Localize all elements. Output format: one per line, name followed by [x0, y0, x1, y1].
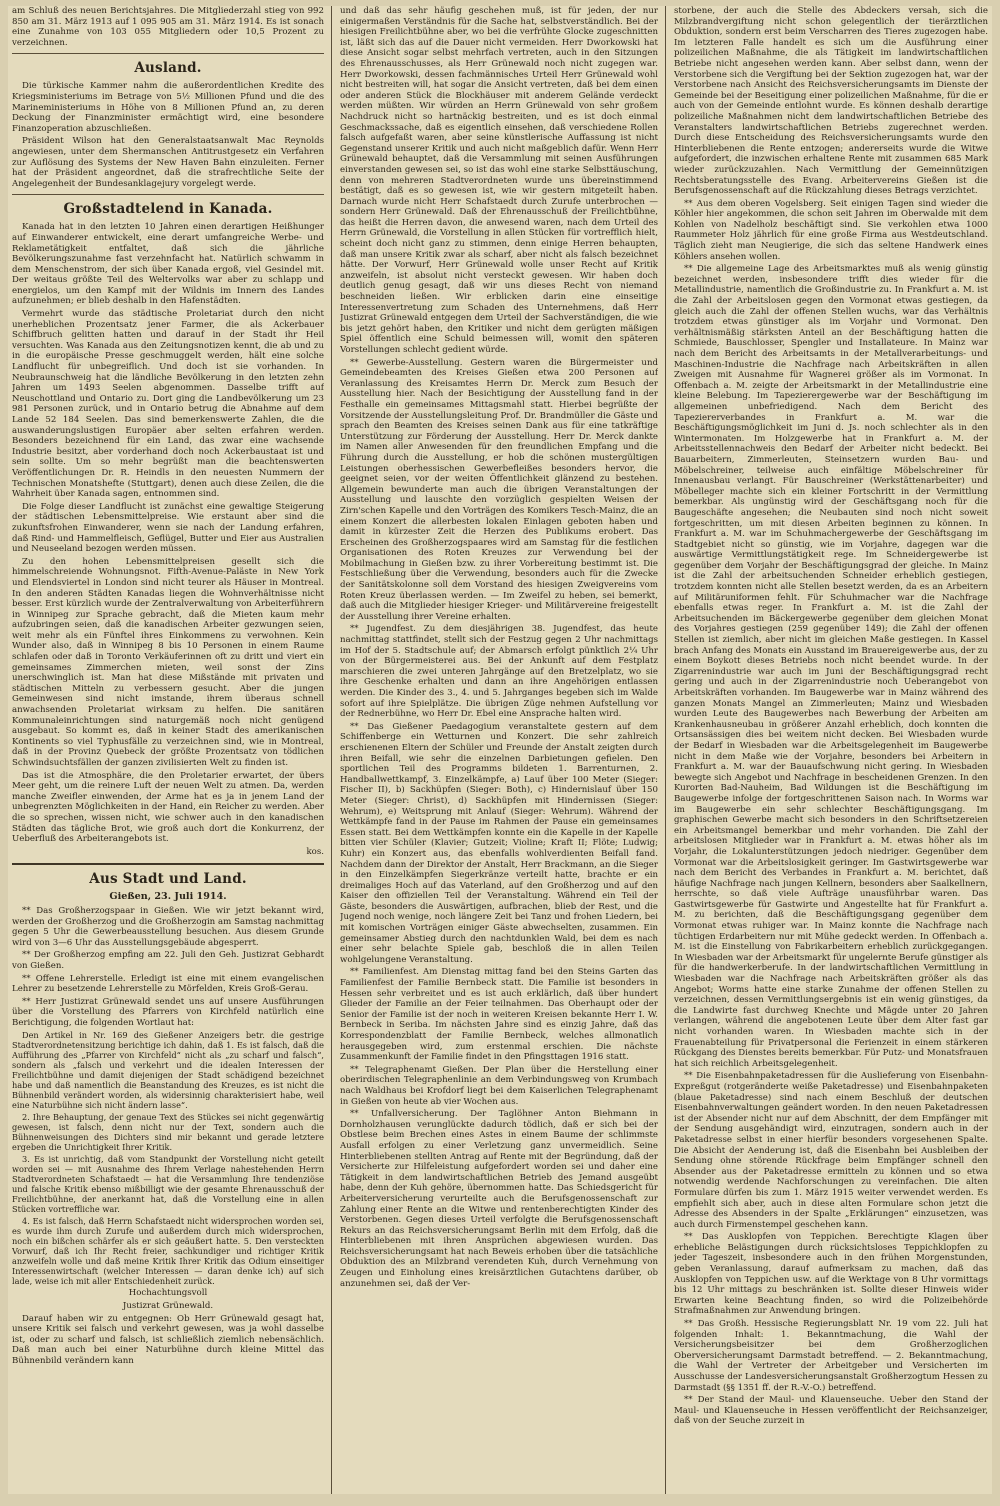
article-paragraph: ** Der Stand der Maul- und Klauenseuche. Ueber den Stand der Maul- und Klauenseuche in Hessen veröffentlicht der Reichsanzeiger, daß von der Seuche zurzeit in [674, 1395, 988, 1427]
column-divider [331, 6, 332, 1494]
rule-line [12, 194, 324, 195]
article-paragraph: ** Das Ausklopfen von Teppichen. Berechtigte Klagen über erhebliche Belästigungen durch rücksichtsloses Teppichklopfen zu jeder Tageszeit, insbesondere auch in den frühen Morgenstunden, geben Veranlassung, darauf aufmerksam zu machen, daß das Ausklopfen von Teppichen usw. auf die Werktage von 8 Uhr vormittags bis 12 Uhr mittags zu beschränken ist. Sollte dieser Hinweis wider Erwarten keine Beachtung finden, so wird die Polizeibehörde Strafmaßnahmen zur Anwendung bringen. [674, 1232, 988, 1317]
article-paragraph: 3. Es ist unrichtig, daß vom Standpunkt der Vorstellung nicht geteilt worden sei — mit Ausnahme des Ihrem Verlage nahestehenden Herrn Stadtverordneten Schafstaedt — hat die Versammlung Ihre tendenziöse und falsche Kritik ebenso mißbilligt wie der gesamte Ehrenausschuß der Freilichtbühne, der anerkannt hat, daß die Vorstellung eine in allen Stücken vortreffliche war. [12, 1154, 324, 1215]
article-paragraph: ** Aus dem oberen Vogelsberg. Seit einigen Tagen sind wieder die Köhler hier angekommen, die schon seit Jahren im Oberwalde mit dem Kohlen von Nadelholz beschäftigt sind. Sie verkohlen etwa 1000 Raummeter Holz jährlich für eine große Firma aus Westdeutschland. Täglich zieht man Neugierige, die sich das seltene Handwerk eines Köhlers ansehen wollen. [674, 198, 988, 262]
article-paragraph: Vermehrt wurde das städtische Proletariat durch den nicht unerheblichen Prozentsatz jener Farmer, die als Ackerbauer Schiffbruch gelitten hatten und darauf in der Stadt ihr Heil versuchten. Was Kanada aus den Zeitungsnotizen kennt, die ab und zu in die europäische Presse geschmuggelt werden, hält eine solche Landflucht für unbegreiflich. Und doch ist sie vorhanden. In Neubraunschweig hat die ländliche Bevölkerung in den letzten zehn Jahren um 1493 Seelen abgenommen. Dasselbe trifft auf Neuschottland und Ontario zu. Dort ging die Landbevölkerung um 23 981 Personen zurück, und in Ontario betrug die Abnahme auf dem Lande 52 184 Seelen. Das sind bemerkenswerte Zahlen, die die auswanderungslustigen Europäer aber selten erfahren werden. Besonders bezeichnend für ein Land, das zwar eine wachsende Industrie besitzt, aber vorderhand doch noch Ackerbaustaat ist und sein sollte. Um so mehr begrüßt man die beachtenswerten Veröffentlichungen Dr. R. Heindls in den neuesten Nummern der Technischen Monatshefte (Stuttgart), denen auch diese Zeilen, die die Wahrheit über Kanada sagen, entnommen sind. [12, 309, 324, 500]
article-paragraph: Hochachtungsvoll [128, 1288, 208, 1299]
article-paragraph: ** Das Großh. Hessische Regierungsblatt Nr. 19 vom 22. Juli hat folgenden Inhalt: 1. Bekanntmachung, die Wahl der Versicherungsbeisitzer bei dem Großherzoglichen Oberversicherungsamt Darmstadt betreffend. — 2. Bekanntmachung, die Wahl der Vertreter der Arbeitgeber und Versicherten im Ausschusse der Landesversicherungsanstalt Großherzogtum Hessen zu Darmstadt (§§ 1351 ff. der R.-V.-O.) betreffend. [674, 1319, 988, 1393]
article-paragraph: Den Artikel in Nr. 169 des Gießener Anzeigers betr. die gestrige Stadtverordnetensitzung berichtige ich dahin, daß 1. Es ist falsch, daß die Aufführung des „Pfarrer von Kirchfeld“ nicht als „zu scharf und falsch“, sondern als „falsch und verkehrt und die idealen Interessen der Freilichtbühne und damit diejenigen der Stadt schädigend bezeichnet habe und daß namentlich die Beanstandung des Kreuzes, es ist nicht die Bühnenbild verändert worden, als widersinnig charakterisiert habe, weil eine Naturbühne sich nicht ändern lasse“. [12, 1030, 324, 1111]
article-paragraph: Die türkische Kammer nahm die außerordentlichen Kredite des Kriegsministeriums im Betrage von 5½ Millionen Pfund und die des Marineministeriums in Höhe von 8 Millionen Pfund an, zu deren Deckung der Finanzminister ermächtigt wird, eine besondere Finanzoperation abzuschließen. [12, 81, 324, 134]
column-divider [665, 6, 666, 1494]
rule-line [12, 53, 324, 54]
article-paragraph: ** Jugendfest. Zu dem diesjährigen 38. Jugendfest, das heute nachmittag stattfindet, stellt sich der Festzug gegen 2 Uhr nachmittags im Hof der 5. Stadtschule auf; der Abmarsch erfolgt pünktlich 2¼ Uhr von der Bürgermeisterei aus. Bei der Ankunft auf dem Festplatz marschieren die zwei unteren Jahrgänge auf den Bretzelplatz, wo sie ihre Geschenke erhalten und dann an ihre Angehörigen entlassen werden. Die Kinder des 3., 4. und 5. Jahrganges begeben sich im Walde sofort auf ihre Spielplätze. Die übrigen Züge nehmen Aufstellung vor der Rednerbühne, wo Herr Dr. Ebel eine Ansprache halten wird. [340, 624, 658, 720]
article-paragraph: ** Unfallversicherung. Der Taglöhner Anton Biehmann in Dornholzhausen verunglückte dadurch tödlich, daß er sich bei der Obstlese beim Brechen eines Astes in einem Baume der schlimmste Ausfall erfolgen zu einer Verletzung ganz unvermeidlich. Seine Hinterbliebenen stellten Antrag auf Rente mit der Begründung, daß der Versicherte zur Hilfeleistung aufgefordert worden sei und daher eine Tätigkeit in dem landwirtschaftlichen Betrieb des Jemand ausgeübt habe, denn der Kuh gehöre, übernommen hatte. Das Schiedsgericht für Arbeiterversicherung verurteilte auch die Berufsgenossenschaft zur Zahlung einer Rente an die Witwe und rentenberechtigten Kinder des Verstorbenen. Gegen dieses Urteil verfolgte die Berufsgenossenschaft Rekurs an das Reichsversicherungsamt Berlin mit dem Erfolg, daß die Hinterbliebenen mit ihren Ansprüchen abgewiesen wurden. Das Reichsversicherungsamt hat nach Beweis erhoben über die tatsächliche Obduktion des an Milzbrand verendeten Kuh, durch Vernehmung von Zeugen und Einholung eines kreisärztlichen Gutachtens darüber, ob anzunehmen sei, daß der Ver- [340, 1109, 658, 1289]
article-paragraph: ** Die Eisenbahnpaketadressen für die Auslieferung von Eisenbahn-Expreßgut (rotgeränderte weiße Paketadresse) und Eisenbahnpaketen (blaue Paketadresse) sind nach einem Beschluß der deutschen Eisenbahnverwaltungen geändert worden. In den neuen Paketadressen ist der Absender nicht nur auf dem Abschnitt, der dem Empfänger mit der Sendung ausgehändigt wird, einzutragen, sondern auch in der Paketadresse selbst in einer hierfür besonders vorgesehenen Spalte. Die Absicht der Aenderung ist, daß die Eisenbahn bei Ausbleiben der Sendung ohne störende Rückfrage beim Empfänger schnell den Absender aus der Paketadresse ermitteln zu können und so etwa notwendig werdende Nachforschungen zu vereinfachen. Die alten Formulare dürfen bis zum 1. März 1915 weiter verwendet werden. Es empfiehlt sich aber, auch in diese alten Formulare schon jetzt die Adresse des Absenders in der Spalte „Erklärungen“ einzusetzen, was auch durch Firmenstempel geschehen kann. [674, 1071, 988, 1230]
article-paragraph: ** Offene Lehrerstelle. Erledigt ist eine mit einem evangelischen Lehrer zu besetzende Lehrerstelle zu Mörfelden, Kreis Groß-Gerau. [12, 973, 324, 995]
article-paragraph: Präsident Wilson hat den Generalstaatsanwalt Mac Reynolds angewiesen, unter dem Shermanschen Antitrustgesetz ein Verfahren zur Auflösung des Systems der New Haven Bahn einzuleiten. Ferner hat der Präsident angeordnet, daß die strafrechtliche Seite der Angelegenheit der Bundesanklagejury vorgelegt werde. [12, 136, 324, 189]
article-paragraph: ** Telegraphenamt Gießen. Der Plan über die Herstellung einer oberirdischen Telegraphenlinie an dem Verbindungsweg von Krumbach nach Waldhaus bei Krofdorf liegt bei dem Kaiserlichen Telegraphenamt in Gießen von heute ab vier Wochen aus. [340, 1064, 658, 1107]
article-paragraph: ** Das Großherzogspaar in Gießen. Wie wir jetzt bekannt wird, werden der Großherzog und die Großherzogin am Samstag nachmittag gegen 5 Uhr die Gewerbeausstellung besuchen. Aus diesem Grunde wird von 3—6 Uhr das Ausstellungsgebäude abgesperrt. [12, 905, 324, 948]
article-paragraph: ** Die allgemeine Lage des Arbeitsmarktes muß als wenig günstig bezeichnet werden, insbesondere trifft dies wieder für die Metallindustrie, namentlich die Großindustrie zu. In Frankfurt a. M. ist die Zahl der Arbeitslosen gegen den Vormonat etwas gestiegen, da gleich auch die Zahl der offenen Stellen wuchs, war das Verhältnis trotzdem etwas günstiger als im Vorjahr und Vormonat. Den verhältnismäßig stärksten Anteil an der Beschäftigung hatten die Schmiede, Bauschlosser, Spengler und Installateure. In Mainz war nach dem Bericht des Arbeitsamts in der Metallverarbeitungs- und Maschinen-Industrie die Nachfrage nach Arbeitskräften in allen Zweigen mit Ausnahme für Wagnerei größer als im Vormonat. In Offenbach a. M. zeigte der Arbeitsmarkt in der Metallindustrie eine kleine Belebung. Im Tapezierergewerbe war der Beschäftigung im allgemeinen unbefriedigend. Nach dem Bericht des Tapeziererverbandes in Frankfurt a. M. war die Beschäftigungsmöglichkeit im Juni d. Js. noch schlechter als in den Wintermonaten. Im Holzgewerbe hat in Frankfurt a. M. der Arbeitsstellennachweis den Bedarf der Arbeiter nicht bedeckt. Bei Bauarbeitern, Zimmerleuten, Steinsetzern wurden Bau- und Möbelschreiner, teilweise auch einfältige Möbelschreiner für Innenausbau verlangt. Für Bauschreiner (Werkstättenarbeiter) und Möbelleger machte sich ein kleiner Fortschritt in der Vermittlung bemerkbar. Als ungünstig wird der Geschäftsgang noch für die Baugeschäfte angesehen; die Neubauten sind noch nicht soweit fortgeschritten, um mit diesen Arbeiten beginnen zu können. In Frankfurt a. M. war im Schuhmachergewerbe der Geschäftsgang im Stadtgebiet nicht so günstig, wie im Vorjahre, dagegen war die auswärtige Vermittlungstätigkeit rege. Im Schneidergewerbe ist gegenüber dem Vorjahr der Beschäftigungsgrad der gleiche. In Mainz ist die Zahl der arbeitsuchenden Schneider erheblich gestiegen, trotzdem konnten nicht alle Stellen besetzt werden, da es an Arbeitern auf Militäruniformen fehlt. Für Schuhmacher war die Nachfrage ebenfalls etwas reger. In Frankfurt a. M. ist die Zahl der Arbeitsuchenden im Bäckergewerbe gegenüber dem gleichen Monat des Vorjahres gestiegen (259 gegenüber 149); die Zahl der offenen Stellen ist ziemlich, aber nicht im gleichen Maße gestiegen. In Kassel brach Anfang des Monats ein Ausstand im Brauereigewerbe aus, der zu einem Boykott dieses Betriebs noch nicht beendet wurde. In der Zigarrenindustrie war auch im Juni der Beschäftigungsgrad recht gering und auch in der Zigarrenindustrie noch Ueberangebot von Arbeitskräften vorhanden. Im Baugewerbe war in Mainz während des ganzen Monats Mangel an Zimmerleuten; Mainz und Wiesbaden wurden Leute des Baugewerbes nach Bewerbung der Arbeiten am Krankenhausneubau in größerer Anzahl erheblich, doch konnten die Ortsansässigen dies bei weitem nicht decken. Bei Wiesbaden wurde der Bedarf in Wiesbaden war die Arbeitsgelegenheit im Baugewerbe nicht in dem Maße wie der Vorjahre, besonders bei Arbeitern in Frankfurt a. M. war der Bauaufschwung nicht gering. In Wiesbaden bewegte sich Angebot und Nachfrage in bescheidenen Grenzen. In den Kurorten Bad-Nauheim, Bad Wildungen ist die Beschäftigung im Baugewerbe infolge der fortgeschrittenen Saison nach. In Worms war im Baugewerbe ein sehr schlechter Beschäftigungsgang. Im graphischen Gewerbe macht sich besonders in den Schriftsetzereien ein Arbeitsmangel bemerkbar und mehr vorhanden. Die Zahl der arbeitslosen Mitglieder war in Frankfurt a. M. etwas höher als im Vorjahr, die Lokalunterstützungen jedoch niedriger. Gegenüber dem Vormonat war die Arbeitslosigkeit geringer. Im Gastwirtsgewerbe war nach dem Bericht des Verbandes in Frankfurt a. M. berichtet, daß häufige Nachfrage nach jungen Kellnern, besonders aber Saalkellnern, herrschte, so daß viele Aufträge unausführbar waren. Das Gastwirtsgewerbe für Gastwirte und Angestellte hat für Frankfurt a. M. zu berichten, daß die Beschäftigungsgang gegenüber dem Vormonat etwas ruhiger war. In Mainz konnte die Nachfrage nach tüchtigen Erdarbeitern nur mit Mühe gedeckt werden. In Offenbach a. M. ist die Einstellung von Fabrikarbeitern erheblich zurückgegangen. In Wiesbaden war der Arbeitsmarkt für ungelernte Berufe günstiger als für die handwerkerberufe. In der landwirtschaftlichen Vermittlung in Wiesbaden war die Nachfrage nach Arbeitskräften größer als das Angebot; Worms hatte eine starke Zunahme der offenen Stellen zu verzeichnen, dessen Vermittlungsergebnis ist ein wenig günstiges, da die Landwirte fast durchweg Knechte und Mägde unter 20 Jahren verlangen, während die angebotenen Leute über dem Alter fast gar nicht vorhanden waren. In Wiesbaden machte sich in der Frauenabteilung für Privatpersonal die Ferienzeit in einem stärkeren Rückgang des Dienstes bereits bemerkbar. Für Putz- und Monatsfrauen hat sich reichlich Arbeitsgelegenheit. [674, 264, 988, 1069]
article-paragraph: ** Der Großherzog empfing am 22. Juli den Geh. Justizrat Gebhardt von Gießen. [12, 950, 324, 971]
article-paragraph: Zu den hohen Lebensmittelpreisen gesellt sich die himmelschreiende Wohnungsnot. Fifth-Avenue-Paläste in New York und Elendsviertel in London sind nicht teurer als Häuser in Montreal. In den anderen Städten Kanadas liegen die Wohnverhältnisse nicht besser. Erst kürzlich wurde der Zentralverwaltung von Arbeiterführern in Winnipeg zur Sprache gebracht, daß die Mieten kaum mehr aufzubringen seien, daß die kanadischen Arbeiter gezwungen seien, weit mehr als ein Fünftel ihres Einkommens zu verwohnen. Kein Wunder also, daß in Winnipeg 8 bis 10 Personen in einem Raume schlafen oder daß in Toronto Verkäuferinnen oft zu dritt und viert ein gemeinsames Zimmerchen mieten, weil sonst der Zins unerschwinglich ist. Man hat diese Mißstände mit privaten und städtischen Mitteln zu verbessern gesucht. Aber die jungen Gemeinwesen sind nicht imstande, ihrem überaus schnell anwachsenden Proletariat wirksam zu helfen. Die sanitären Kommunaleinrichtungen sind naturgemäß noch nicht genügend ausgebaut. So kommt es, daß in keiner Stadt des amerikanischen Kontinents so viel Typhusfälle zu verzeichnen sind, wie in Montreal, daß in der Provinz Quebeck der größte Prozentsatz von tödlichen Schwindsuchtsfällen der ganzen zivilisierten Welt zu finden ist. [12, 556, 324, 768]
column-middle [340, 6, 658, 1494]
article-paragraph: 4. Es ist falsch, daß Herrn Schafstaedt nicht widersprochen worden sei, es wurde ihm durch Zurufe und außerdem durch mich widersprochen, noch ein bißchen schärfer als er sich geäußert hatte. 5. Den versteckten Vorwurf, daß ich Ihr Recht freier, sachkundiger und richtiger Kritik anzweifeln wolle und daß meine Kritik Ihrer Kritik das Odium einseitiger Interessenwirtschaft (welcher Interessen — daran denke ich) auf sich lade, weise ich mit aller Entschiedenheit zurück. [12, 1216, 324, 1287]
section-heading: Ausland. [134, 60, 202, 77]
article-paragraph: ** Das Gießener Paedagogium veranstaltete gestern auf dem Schiffenberge ein Wetturnen und Konzert. Die sehr zahlreich erschienenen Eltern der Schüler und Freunde der Anstalt zeigten durch ihren Beifall, wie sehr die einzelnen Darbietungen gefielen. Den sportlichen Teil des Programms bildeten 1. Barrenturnen, 2. Handballwettkampf, 3. Einzelkämpfe, a) Lauf über 100 Meter (Sieger: Fischer II), b) Sackhüpfen (Sieger: Both), c) Hindernislauf über 150 Meter (Sieger: Christ), d) Sackhüpfen mit Hindernissen (Sieger: Wehrum), e) Weitsprung mit Anlauf (Sieger: Wehrum). Während der Wettkämpfe fand in der Pause im Rahmen der Pause ein gemeinsames Essen statt. Bei dem Wettkämpfen konnte ein die Kapelle in der Kapelle bitten vier Schüler (Klavier; Gutzeit; Violine; Kraft II; Flöte; Ludwig; Kuhr) ein Konzert aus, das ebenfalls wohlverdienten Beifall fand. Nachdem dann der Direktor der Anstalt, Herr Brackmann, an die Sieger in den Einzelkämpfen Siegerkränze verteilt hatte, brachte er ein dreimaliges Hoch auf das Vaterland, auf den Großherzog und auf den Kaiser den offiziellen Teil der Veranstaltung. Während ein Teil der Gäste, besonders die Auswärtigen, aufbrachen, blieb der Rest, und die Jugend noch wenige, noch längere Zeit bei Tanz und frohen Liedern, bei mit komischen Vorträgen einiger Gäste abwechselten, zusammen. Ein gemeinsamer Abstieg durch den nachtdunklen Wald, bei dem es nach einer sehr belachte Spiele gab, beschloß die in allen Teilen wohlgelungene Veranstaltung. [340, 721, 658, 965]
column-left [12, 6, 324, 1494]
section-heading: Aus Stadt und Land. [89, 871, 247, 888]
article-paragraph: Darauf haben wir zu entgegnen: Ob Herr Grünewald gesagt hat, unsere Kritik sei falsch und verkehrt gewesen, was ja wohl dasselbe ist, oder zu scharf und falsch, ist schließlich ziemlich nebensächlich. Daß man auch bei einer Naturbühne durch kleine Mittel das Bühnenbild verändern kann [12, 1313, 324, 1367]
dateline: Gießen, 23. Juli 1914. [109, 891, 227, 903]
article-paragraph: ** Gewerbe-Ausstellung. Gestern waren die Bürgermeister und Gemeindebeamten des Kreises Gießen etwa 200 Personen auf Veranlassung des Kreisamtes Herrn Dr. Merck zum Besuch der Ausstellung hier. Nach der Besichtigung der Ausstellung fand in der Festhalle ein gemeinsames Mittagsmahl statt. Hierbei begrüßte der Vorsitzende der Ausstellungsleitung Prof. Dr. Brandmüller die Gäste und sprach den Beamten des Kreises seinen Dank aus für eine tatkräftige Unterstützung zur Förderung der Ausstellung. Herr Dr. Merck dankte im Namen aller Anwesenden für den freundlichen Empfang und die Führung durch die Ausstellung, er hob die schönen mustergültigen Leistungen oberhessischen Gewerbefleißes besonders hervor, die geeignet seien, vor der weiten Öffentlichkeit glänzend zu bestehen. Allgemein bewunderte man auch die übrigen Veranstaltungen der Ausstellung und lauschte den vorzüglich gespielten Weisen der Zirn'schen Kapelle und den Vorträgen des Komikers Tesch-Mainz, die an einem Konzert die allerbesten lokalen Einlagen geboten haben und damit in kürzester Zeit die Herzen des Publikums erobert. Das Erscheinen des Großherzogspaares wird am Samstag für die festlichen Organisationen des Roten Kreuzes zur Verwendung bei der Mobilmachung in Gießen bzw. zu ihrer Vorbereitung bestimmt ist. Die Festschließung über die Verwendung, besonders auch für die Zwecke der Sanitätskolonne soll dem Vorstand des hiesigen Zweigvereins vom Roten Kreuz überlassen werden. — Im Zweifel zu heben, sei bemerkt, daß auch die Mitglieder hiesiger Krieger- und Militärvereine freigestellt der Ausstellung ihrer Vereine erhalten. [340, 357, 658, 622]
article-paragraph: Die Folge dieser Landflucht ist zunächst eine gewaltige Steigerung der städtischen Lebensmittelpreise. Wie erstaunt aber sind die zukunftsfrohen Einwanderer, wenn sie nach der Landung erfahren, daß Rind- und Hammelfleisch, Geflügel, Butter und Eier aus Australien und Neuseeland bezogen werden müssen. [12, 501, 324, 555]
section-heading: Großstadtelend in Kanada. [63, 201, 273, 218]
newspaper-page [8, 6, 992, 1494]
article-paragraph: am Schluß des neuen Berichtsjahres. Die Mitgliederzahl stieg von 992 850 am 31. März 1913 auf 1 095 905 am 31. März 1914. Es ist sonach eine Zunahme von 103 055 Mitgliedern oder 10,5 Prozent zu verzeichnen. [12, 6, 324, 48]
article-paragraph: 2. Ihre Behauptung, der genaue Text des Stückes sei nicht gegenwärtig gewesen, ist falsch, denn nicht nur der Text, sondern auch die Bühnenweisungen des Dichters sind mir bekannt und gerade letztere ergeben die Unrichtigkeit Ihrer Kritik. [12, 1112, 324, 1153]
article-paragraph: und daß das sehr häufig geschehen muß, ist für jeden, der nur einigermaßen Verständnis für die Sache hat, selbstverständlich. Bei der hiesigen Freilichtbühne aber, wo bei die verfrühte Glocke zugeschnitten ist, läßt sich das auf die Dauer nicht vermeiden. Herr Dworkowski hat diese Ansicht sogar selbst mehrfach vertreten, auch in den Sitzungen des Ehrenausschusses, als Herr Grünewald noch nicht zugegen war. Herr Dworkowski, dessen fachmännisches Urteil Herr Grünewald wohl nicht bestreiten will, hat sogar die Ansicht vertreten, daß bei dem einen oder anderen Stück die Blockhäuser mit anderem Gelände verdeckt werden müßten. Wir würden an Herrn Grünewald von sehr großem Nachdruck nicht so hartnäckig bestreiten, und es ist doch einmal Geschmackssache, daß es eigentlich einsehen, daß verschiedene Rollen falsch aufgefaßt waren, aber seine künstlerische Auffassung ist nicht Gegenstand unserer Kritik und auch nicht maßgeblich dafür. Wenn Herr Grünewald behauptet, daß die Versammlung mit seinen Ausführungen einverstanden gewesen sei, so ist das wohl eine starke Selbsttäuschung, denn von mehreren Stadtverordneten wurde uns übereinstimmend bestätigt, daß es so gewesen ist, wie wir gestern mitgeteilt haben. Darnach wurde nicht Herr Schafstaedt durch Zurufe unterbrochen — sondern Herr Grünewald. Daß der Ehrenausschuß der Freilichtbühne, das heißt die Herren davon, die anwesend waren, nach dem Urteil des Herrn Grünewald, die Vorstellung in allen Stücken für vortrefflich hielt, scheint doch nicht ganz zu stimmen, denn einige Herren behaupten, daß man unsere Kritik zwar als scharf, aber nicht als falsch bezeichnet hätte. Der Vorwurf, Herr Grünewald wolle unser Recht auf Kritik anzweifeln, ist absolut nicht versteckt gewesen. Wir haben doch deutlich genug gesagt, daß wir uns dieses Recht von niemand beschneiden ließen. Wir erblicken darin eine einseitige Interessenvertretung zum Schaden des Unternehmens, daß Herr Justizrat Grünewald entgegen dem Urteil der Sachverständigen, die wie bis jetzt gehört haben, den Kritiker und nicht dem gerügten mäßigen Spiel öffentlich eine Schuld beimessen will, womit den späteren Vorstellungen schlecht gedient würde. [340, 6, 658, 355]
rule-line [12, 863, 324, 865]
article-paragraph: Justizrat Grünewald. [122, 1301, 214, 1312]
article-paragraph: ** Familienfest. Am Dienstag mittag fand bei den Steins Garten das Familienfest der Familie Bernbeck statt. Die Familie ist besonders in Hessen sehr verbreitet und es ist auch erklärlich, daß über hundert Glieder der Familie an der Feier teilnahmen. Das Oberhaupt oder der Senior der Familie ist der noch in weiteren Kreisen bekannte Herr I. W. Bernbeck in Seriba. Im nächsten Jahre sind es einzig Jahre, daß das Korrespondenzblatt der Familie Bernbeck, welches allmonatlich herausgegeben wird, zum erstenmal erschien. Die nächste Zusammenkunft der Familie findet in den Pfingsttagen 1916 statt. [340, 967, 658, 1063]
article-paragraph: storbene, der auch die Stelle des Abdeckers versah, sich die Milzbrandvergiftung nicht schon gelegentlich der tierärztlichen Obduktion, sondern erst beim Verscharren des Tieres zugezogen habe. Im letzteren Falle handelt es sich um die Ausführung einer polizeilichen Maßnahme, die als Tätigkeit im landwirtschaftlichen Betriebe nicht angesehen werden kann. Aber selbst dann, wenn der Verstorbene sich die Vergiftung bei der Sektion zugezogen hat, war der Verstorbene nach Ansicht des Reichsversicherungsamts im Dienste der Gemeinde bei der Beseitigung einer polizeilichen Maßnahme, für die er auch von der Gemeinde entlohnt wurde. Es können deshalb derartige polizeiliche Maßnahmen nicht dem landwirtschaftlichen Betriebe des Veranstalters landwirtschaftlichen Betriebs zugerechnet werden. Durch diese Entscheidung des Reichsversicherungsamts wurde den Hinterbliebenen die Rente entzogen; andererseits wurde die Witwe aufgefordert, die inzwischen erhaltene Rente mit zusammen 685 Mark wieder zurückzuzahlen. Nach Vermittlung der Gemeinnützigen Rechtsberatungsstelle des Evang. Arbeitervereins Gießen ist die Berufsgenossenschaft auf die Rückzahlung dieses Betrags verzichtet. [674, 6, 988, 197]
article-paragraph: kos. [306, 846, 324, 857]
column-right [674, 6, 988, 1494]
article-paragraph: ** Herr Justizrat Grünewald sendet uns auf unsere Ausführungen über die Vorstellung des Pfarrers von Kirchfeld natürlich eine Berichtigung, die folgenden Wortlaut hat: [12, 996, 324, 1028]
article-paragraph: Kanada hat in den letzten 10 Jahren einen derartigen Heißhunger auf Einwanderer entwickelt, eine derart umfangreiche Werbe- und Reklametätigkeit entfaltet, daß sich die jährliche Bevölkerungszunahme fast verzehnfacht hat. Natürlich schwamm in dem Menschenstrom, der sich über Kanada ergoß, viel Gesindel mit. Der weitaus größte Teil des Weltervolks war aber zu schlapp und energielos, um den Kampf mit der Wildnis im Innern des Landes aufzunehmen; er blieb deshalb in den Hafenstädten. [12, 222, 324, 307]
article-paragraph: Das ist die Atmosphäre, die den Proletarier erwartet, der übers Meer geht, um die reinere Luft der neuen Welt zu atmen. Da, werden manche Zweifler einwenden, der Arme hat es ja in jenem Land der unbegrenzten Möglichkeiten in der Hand, ein Reicher zu werden. Aber die so sprechen, wissen nicht, wie schwer auch in den kanadischen Städten das tägliche Brot, wie groß auch dort die Konkurrenz, der Ueberfluß des Arbeiterangebots ist. [12, 770, 324, 845]
